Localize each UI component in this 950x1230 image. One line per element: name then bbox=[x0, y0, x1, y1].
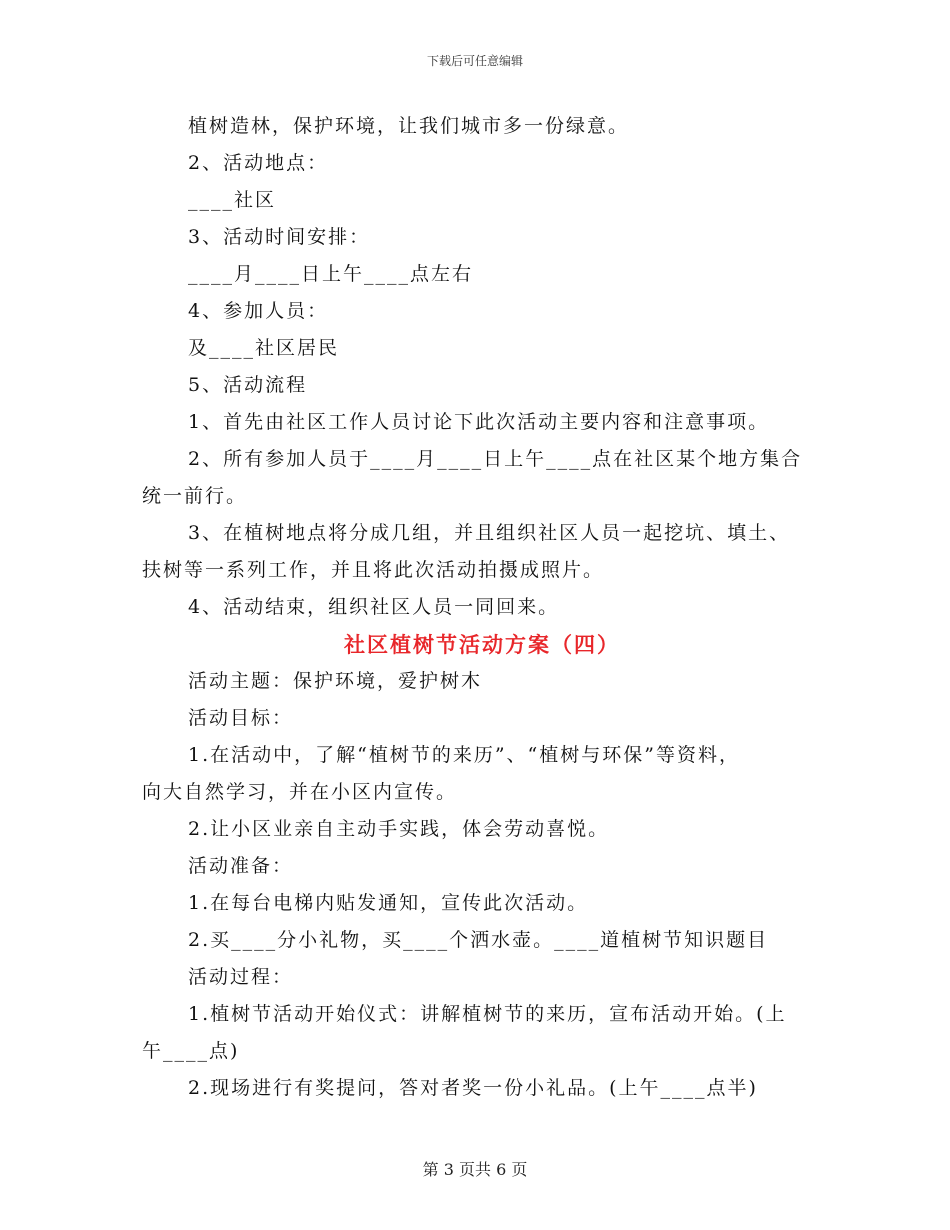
paragraph-line: 5、活动流程 bbox=[188, 374, 308, 396]
section-title: 社区植树节活动方案（四） bbox=[344, 632, 620, 657]
paragraph-line: 活动主题：保护环境，爱护树木 bbox=[188, 670, 483, 692]
paragraph-line: 2.让小区业亲自主动手实践，体会劳动喜悦。 bbox=[188, 818, 610, 840]
paragraph-line: 2.现场进行有奖提问，答对者奖一份小礼品。(上午____点半) bbox=[188, 1077, 758, 1099]
section-previous-plan bbox=[142, 108, 812, 626]
paragraph-line: 4、活动结束，组织社区人员一同回来。 bbox=[188, 596, 560, 618]
page-footer: 第 3 页共 6 页 bbox=[422, 1160, 528, 1179]
paragraph-line: 1.在活动中，了解“植树节的来历”、“植树与环保”等资料， bbox=[188, 744, 740, 766]
paragraph-line: ____社区 bbox=[188, 189, 277, 211]
paragraph-line: 1.植树节活动开始仪式：讲解植树节的来历，宣布活动开始。(上 bbox=[188, 1003, 787, 1025]
paragraph-line: 午____点) bbox=[142, 1040, 240, 1062]
paragraph-line: 活动准备： bbox=[188, 855, 294, 877]
paragraph-line: 2、所有参加人员于____月____日上午____点在社区某个地方集合 bbox=[188, 448, 803, 470]
paragraph-line: 2、活动地点： bbox=[188, 152, 329, 174]
paragraph-line: 4、参加人员： bbox=[188, 300, 329, 322]
paragraph-line: 植树造林，保护环境，让我们城市多一份绿意。 bbox=[188, 115, 630, 137]
paragraph-line: 活动过程： bbox=[188, 966, 294, 988]
paragraph-line: 活动目标： bbox=[188, 707, 294, 729]
paragraph-line: 1、首先由社区工作人员讨论下此次活动主要内容和注意事项。 bbox=[188, 411, 770, 433]
section-plan-four bbox=[142, 663, 812, 1107]
paragraph-line: 3、在植树地点将分成几组，并且组织社区人员一起挖坑、填土、 bbox=[188, 522, 791, 544]
page-header: 下载后可任意编辑 bbox=[426, 54, 523, 68]
paragraph-line: ____月____日上午____点左右 bbox=[188, 263, 474, 285]
paragraph-line: 1.在每台电梯内贴发通知，宣传此次活动。 bbox=[188, 892, 589, 914]
paragraph-line: 统一前行。 bbox=[142, 485, 248, 507]
paragraph-line: 向大自然学习，并在小区内宣传。 bbox=[142, 781, 458, 803]
paragraph-line: 2.买____分小礼物，买____个洒水壶。____道植树节知识题目 bbox=[188, 929, 769, 951]
document-body bbox=[142, 108, 812, 1107]
paragraph-line: 及____社区居民 bbox=[188, 337, 340, 359]
paragraph-line: 3、活动时间安排： bbox=[188, 226, 371, 248]
paragraph-line: 扶树等一系列工作，并且将此次活动拍摄成照片。 bbox=[142, 559, 605, 581]
